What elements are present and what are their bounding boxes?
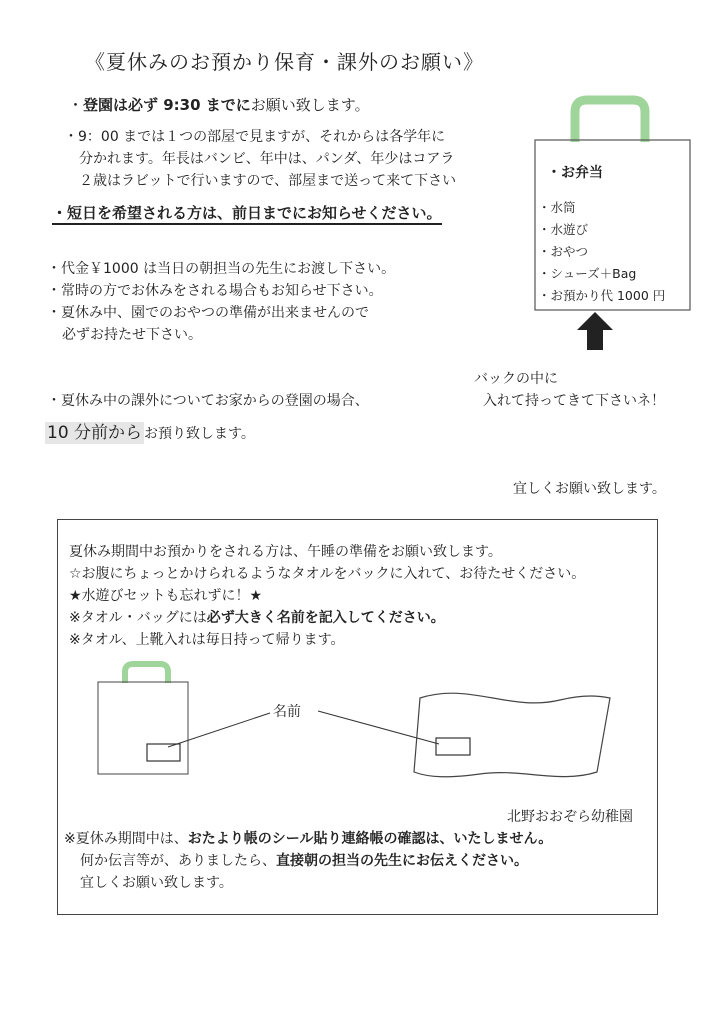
bag-handle <box>575 100 645 142</box>
bag-heading: ・お弁当 <box>547 165 603 181</box>
box-line-2: ☆お腹にちょっとかけられるようなタオルをバックに入れて、お待たせください。 <box>69 566 586 582</box>
box-line-4-prefix: ※タオル・バッグには <box>69 610 207 626</box>
bag-note-line-2: 入れて持ってきて下さいネ！ <box>483 393 665 409</box>
bag-items-list <box>538 197 665 307</box>
bag-item: ・お預かり代 1000 円 <box>538 288 666 303</box>
closing-greeting: 宜しくお願い致します。 <box>513 481 666 497</box>
small-bag-body <box>98 682 188 774</box>
rooms-line-3: ２歳はラビットで行いますので、部屋まで送って来て下さい <box>79 173 457 189</box>
bag-item: ・おやつ <box>538 244 589 259</box>
up-arrow-icon <box>577 312 613 350</box>
box-line-4 <box>69 607 445 629</box>
regular-notice: ・常時の方でお休みをされる場合もお知らせ下さい。 <box>47 283 383 299</box>
school-name: 北野おおぞら幼稚園 <box>507 809 633 825</box>
box-note-3: 宜しくお願い致します。 <box>80 875 233 891</box>
short-day-text: ・短日を希望される方は、前日までにお知らせください。 <box>52 204 442 225</box>
box-note-1-prefix: ※夏休み期間中は、 <box>64 831 188 847</box>
bag-item: ・水筒 <box>538 200 576 215</box>
box-note-2-prefix: 何か伝言等が、ありましたら、 <box>80 853 276 869</box>
box-line-1: 夏休み期間中お預かりをされる方は、午睡の準備をお願い致します。 <box>69 544 502 560</box>
box-note-1-bold: おたより帳のシール貼り連絡帳の確認は、いたしません。 <box>187 831 553 847</box>
box-note-2 <box>80 850 528 872</box>
leader-line-towel <box>318 711 439 744</box>
name-label-diagram <box>0 660 724 790</box>
leader-line-bag <box>168 713 270 747</box>
rooms-line-1: ・9：00 までは１つの部屋で見ますが、それからは各学年に <box>64 129 446 145</box>
extra-class-notice: ・夏休み中の課外についてお家からの登園の場合、 <box>47 393 369 409</box>
short-day-notice <box>52 202 442 224</box>
page-title: 《夏休みのお預かり保育・課外のお願い》 <box>85 50 484 74</box>
rooms-line-2: 分かれます。年長はバンビ、年中は、パンダ、年少はコアラ <box>79 151 455 167</box>
arrival-rest: お願い致します。 <box>250 96 370 114</box>
box-line-3: ★水遊びセットも忘れずに！★ <box>69 588 263 604</box>
snack-line-2: 必ずお持たせ下さい。 <box>62 327 202 343</box>
name-label: 名前 <box>273 704 301 720</box>
towel-shape <box>414 693 610 777</box>
snack-line-1: ・夏休み中、園でのおやつの準備が出来ませんので <box>47 305 369 321</box>
bullet: ・ <box>68 96 84 114</box>
box-line-5: ※タオル、上靴入れは毎日持って帰ります。 <box>69 632 345 648</box>
towel-name-tag <box>436 738 470 755</box>
fee-notice: ・代金￥1000 は当日の朝担当の先生にお渡し下さい。 <box>47 261 396 277</box>
box-line-4-bold: 必ず大きく名前を記入してください。 <box>206 610 445 626</box>
bag-item: ・水遊び <box>538 222 589 237</box>
arrival-notice <box>68 94 370 116</box>
box-note-2-bold: 直接朝の担当の先生にお伝えください。 <box>276 853 528 869</box>
extra-class-time <box>45 422 255 445</box>
extra-time-highlight: 10 分前から <box>47 423 143 443</box>
bag-item: ・シューズ＋Bag <box>538 266 637 281</box>
bag-name-tag <box>147 744 180 761</box>
arrival-time-bold: 登園は必ず 9:30 までに <box>83 96 251 114</box>
extra-time-rest: お預り致します。 <box>144 426 255 442</box>
small-bag-handle <box>125 664 168 683</box>
bag-note-line-1: バックの中に <box>474 371 558 387</box>
box-note-1 <box>64 828 552 850</box>
